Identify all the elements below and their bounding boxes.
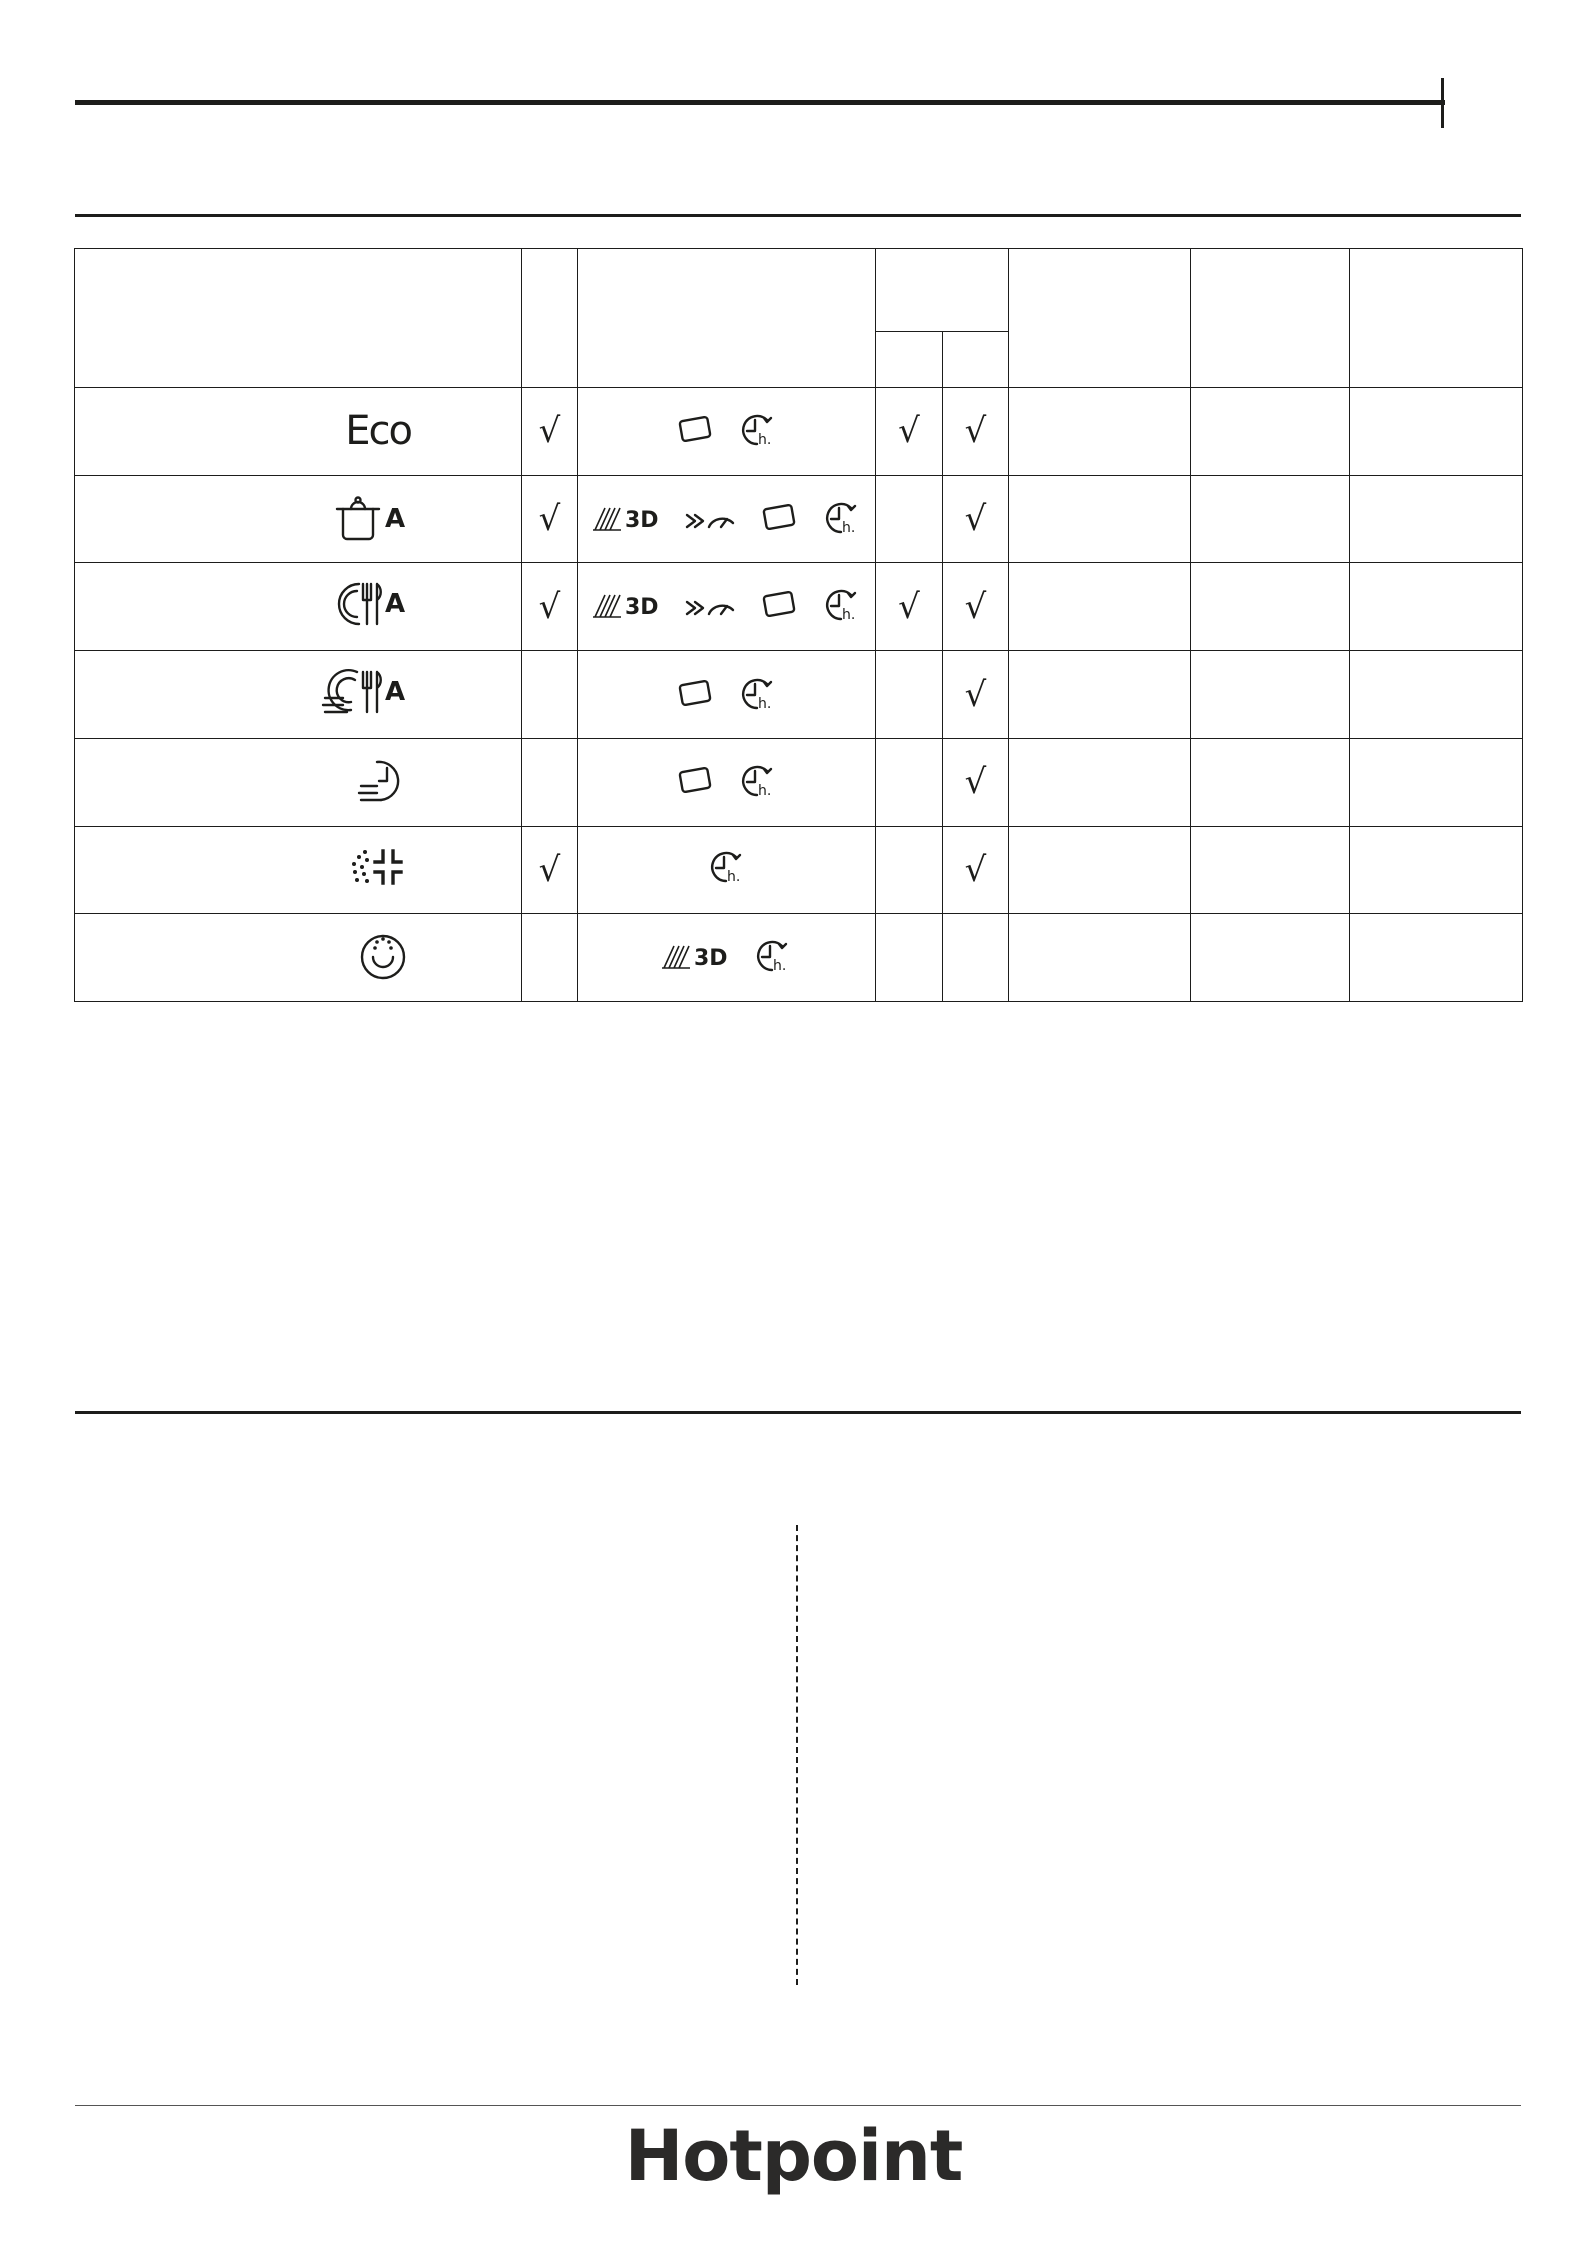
- svg-text:3D: 3D: [624, 507, 659, 533]
- col6-cell: [1191, 388, 1350, 476]
- col1-cell: [522, 738, 578, 826]
- check-mark: √: [538, 586, 561, 627]
- col5-cell: [1009, 914, 1191, 1002]
- hygiene-icon: [347, 878, 411, 895]
- col5-cell: [1009, 651, 1191, 739]
- delay-start-icon: [752, 936, 794, 976]
- col4-cell: [943, 563, 1009, 651]
- check-mark: √: [898, 586, 920, 627]
- header-col7: [1350, 249, 1523, 388]
- svg-text:h.: h.: [757, 695, 771, 712]
- col3-cell: [876, 738, 943, 826]
- delay-start-icon: [821, 498, 863, 538]
- col3-cell: [876, 914, 943, 1002]
- table-row: [75, 826, 1523, 914]
- col1-cell: [522, 475, 578, 563]
- plate-cutlery-auto-icon: [331, 589, 411, 636]
- col4-cell: [943, 738, 1009, 826]
- col6-cell: [1191, 475, 1350, 563]
- check-mark: √: [898, 411, 920, 452]
- check-mark: √: [964, 849, 987, 890]
- options-cell: [578, 738, 876, 826]
- check-mark: √: [964, 674, 987, 715]
- delay-start-icon: [737, 674, 779, 714]
- col3-cell: [876, 651, 943, 739]
- col1-cell: [522, 826, 578, 914]
- turbo-icon: [683, 503, 737, 533]
- programme-cell: [75, 826, 522, 914]
- col1-cell: [522, 914, 578, 1002]
- header-col6: [1191, 249, 1350, 388]
- eco-icon: Eco: [345, 408, 411, 455]
- check-mark: √: [964, 499, 987, 540]
- svg-text:h.: h.: [841, 607, 855, 624]
- hotpoint-logo: Hotpoint: [624, 2115, 963, 2197]
- delay-start-icon: [821, 585, 863, 625]
- header-group: [876, 249, 1009, 332]
- svg-text:h.: h.: [772, 958, 786, 975]
- footer-rule: [75, 2105, 1521, 2106]
- programme-cell: [75, 475, 522, 563]
- table-row: [75, 738, 1523, 826]
- tablet-icon: [759, 588, 799, 622]
- header-col5: [1009, 249, 1191, 388]
- col4-cell: [943, 651, 1009, 739]
- check-mark: √: [964, 762, 987, 803]
- options-cell: [578, 475, 876, 563]
- header-programme: [75, 249, 522, 388]
- check-mark: √: [538, 411, 561, 452]
- svg-text:h.: h.: [757, 432, 771, 449]
- options-cell: [578, 826, 876, 914]
- col6-cell: [1191, 826, 1350, 914]
- pot-auto-icon: [331, 503, 411, 549]
- table-row: [75, 388, 1523, 476]
- delay-start-icon: [706, 847, 748, 887]
- col1-cell: [522, 651, 578, 739]
- col3-cell: [876, 388, 943, 476]
- col5-cell: [1009, 738, 1191, 826]
- fast-plate-cutlery-auto-icon: [321, 677, 411, 724]
- delay-start-icon: [737, 410, 779, 450]
- soak-rinse-icon: [355, 970, 411, 987]
- quick-wash-icon: [355, 795, 411, 812]
- col7-cell: [1350, 651, 1523, 739]
- col4-cell: [943, 388, 1009, 476]
- tablet-icon: [675, 677, 715, 711]
- programmes-table: [74, 248, 1523, 1002]
- options-cell: [578, 563, 876, 651]
- col5-cell: [1009, 475, 1191, 563]
- col1-cell: [522, 563, 578, 651]
- tablet-icon: [759, 501, 799, 535]
- check-mark: √: [538, 499, 561, 540]
- col5-cell: [1009, 563, 1191, 651]
- turbo-icon: [683, 590, 737, 620]
- col7-cell: [1350, 388, 1523, 476]
- section-rule-second: [75, 1411, 1521, 1414]
- col4-cell: [943, 914, 1009, 1002]
- col5-cell: [1009, 826, 1191, 914]
- header-rule: [75, 100, 1445, 105]
- svg-text:A: A: [385, 503, 406, 534]
- col4-cell: [943, 475, 1009, 563]
- col6-cell: [1191, 914, 1350, 1002]
- col7-cell: [1350, 738, 1523, 826]
- programme-cell: [75, 914, 522, 1002]
- col3-cell: [876, 826, 943, 914]
- delay-start-icon: [737, 761, 779, 801]
- header-group-sub2: [943, 331, 1009, 387]
- tablet-icon: [675, 413, 715, 447]
- col7-cell: [1350, 563, 1523, 651]
- col1-cell: [522, 388, 578, 476]
- col7-cell: [1350, 475, 1523, 563]
- zone-wash-3d-icon: [660, 938, 730, 974]
- table-header-row: [75, 249, 1523, 332]
- svg-text:h.: h.: [726, 869, 740, 886]
- programme-cell: [75, 388, 522, 476]
- col6-cell: [1191, 563, 1350, 651]
- col6-cell: [1191, 738, 1350, 826]
- options-cell: [578, 388, 876, 476]
- col7-cell: [1350, 914, 1523, 1002]
- programme-cell: [75, 563, 522, 651]
- header-options: [578, 249, 876, 388]
- header-group-sub1: [876, 331, 943, 387]
- svg-text:A: A: [385, 589, 406, 620]
- col4-cell: [943, 826, 1009, 914]
- section-rule-programmes: [75, 214, 1521, 217]
- tablet-icon: [675, 764, 715, 798]
- table-row: [75, 563, 1523, 651]
- svg-text:3D: 3D: [693, 946, 728, 972]
- table-row: [75, 475, 1523, 563]
- svg-text:h.: h.: [757, 783, 771, 800]
- col7-cell: [1350, 826, 1523, 914]
- header-col1: [522, 249, 578, 388]
- table-row: [75, 651, 1523, 739]
- col6-cell: [1191, 651, 1350, 739]
- zone-wash-3d-icon: [591, 500, 661, 536]
- zone-wash-3d-icon: [591, 587, 661, 623]
- programme-cell: [75, 651, 522, 739]
- table-row: [75, 914, 1523, 1002]
- svg-text:h.: h.: [841, 519, 855, 536]
- check-mark: √: [538, 849, 561, 890]
- header-rule-tick: [1441, 78, 1444, 128]
- col3-cell: [876, 475, 943, 563]
- check-mark: √: [964, 586, 987, 627]
- col5-cell: [1009, 388, 1191, 476]
- col3-cell: [876, 563, 943, 651]
- options-cell: [578, 914, 876, 1002]
- options-cell: [578, 651, 876, 739]
- svg-text:A: A: [385, 677, 406, 707]
- programme-cell: [75, 738, 522, 826]
- check-mark: √: [964, 411, 987, 452]
- column-divider: [796, 1525, 798, 1985]
- svg-text:3D: 3D: [624, 595, 659, 621]
